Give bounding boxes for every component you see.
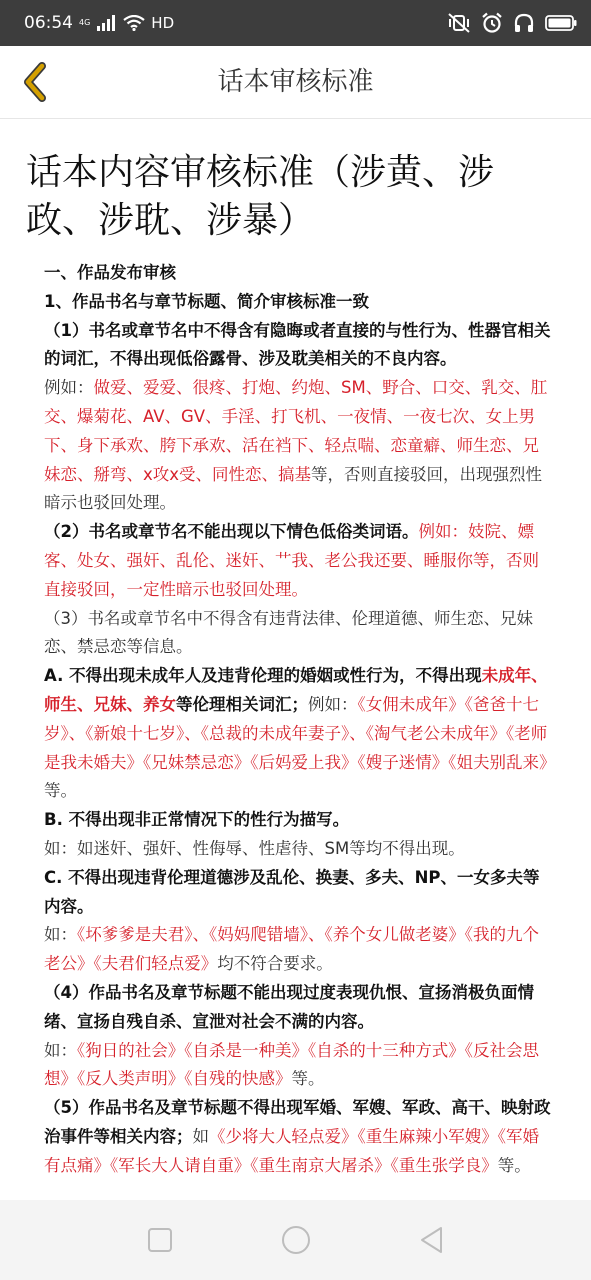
rule-a-text: A. 不得出现未成年人及违背伦理的婚姻或性行为，不得出现 <box>44 666 482 686</box>
rule-a-examples-prefix: 例如： <box>308 694 358 714</box>
triangle-back-icon <box>419 1226 445 1254</box>
status-right <box>447 12 577 34</box>
rule-c-prefix: 如： <box>44 925 77 945</box>
document-body <box>44 259 555 1181</box>
square-icon <box>147 1227 173 1253</box>
alarm-icon <box>481 12 503 34</box>
rule-c-titles: 《坏爹爹是夫君》、《妈妈爬错墙》、《养个女儿做老婆》《我的九个老公》《夫君们轻点爱》 <box>44 925 539 974</box>
rule-2-paragraph <box>44 518 555 604</box>
status-left <box>24 13 174 33</box>
rule-1-examples <box>44 374 555 518</box>
rule-a-suffix: 等。 <box>44 781 77 801</box>
page-title: 话本审核标准 <box>217 67 374 97</box>
rule-4-titles: 《狗日的社会》《自杀是一种美》《自杀的十三种方式》《反社会思想》《反人类声明》《自残的快感》 <box>44 1040 539 1089</box>
vibrate-off-icon <box>447 13 471 33</box>
rule-5-paragraph <box>44 1094 555 1180</box>
status-time: 06:54 <box>24 13 73 33</box>
banned-words-list: 做爱、爱爱、很疼、打炮、约炮、SM、野合、口交、乳交、肛交、爆菊花、AV、GV、手淫、打飞机、一夜情、一夜七次、女上男下、身下承欢、胯下承欢、活在裆下、轻点喘、恋童癖、师生恋、兄妹恋、掰弯、x攻x受、同性恋、搞基 <box>44 378 548 484</box>
wifi-icon <box>123 15 145 31</box>
rule-4-examples <box>44 1037 555 1095</box>
rule-4-prefix: 如： <box>44 1040 77 1060</box>
headset-icon <box>513 12 535 34</box>
document-content[interactable] <box>0 119 591 1200</box>
recents-button[interactable] <box>142 1222 178 1258</box>
rule-a-paragraph <box>44 662 555 806</box>
examples-suffix: 等，否则直接驳回，出现强烈性暗示也驳回处理。 <box>44 464 543 513</box>
document-title: 话本内容审核标准（涉黄、涉政、涉耽、涉暴） <box>26 152 495 241</box>
signal-icon <box>97 15 117 31</box>
battery-icon <box>545 15 577 31</box>
rule-c-examples <box>44 921 555 979</box>
rule-a-keywords: 未成年、师生、兄妹、养女 <box>44 666 548 714</box>
status-bar <box>0 0 591 46</box>
system-nav-bar <box>0 1200 591 1280</box>
section-heading: 一、作品发布审核 <box>44 263 176 282</box>
rule-4-suffix: 等。 <box>291 1069 325 1089</box>
rule-c-heading: C. 不得出现违背伦理道德涉及乱伦、换妻、多夫、NP、一女多夫等内容。 <box>44 867 540 916</box>
app-bar <box>0 46 591 119</box>
circle-icon <box>281 1225 311 1255</box>
rule-2-text: （2）书名或章节名不能出现以下情色低俗类词语。 <box>44 522 419 542</box>
rule-5-prefix: 如 <box>192 1126 209 1146</box>
rule-5-suffix: 等。 <box>497 1155 531 1175</box>
rule-4-paragraph: （4）作品书名及章节标题不能出现过度表现仇恨、宣扬消极负面情绪、宣扬自残自杀、宣泄对社会不满的内容。 <box>44 982 534 1031</box>
back-nav-button[interactable] <box>414 1222 450 1258</box>
subsection-heading: 1、作品书名与章节标题、简介审核标准一致 <box>44 291 369 311</box>
rule-1-paragraph: （1）书名或章节名中不得含有隐晦或者直接的与性行为、性器官相关的词汇，不得出现低俗露骨、涉及耽美相关的不良内容。 <box>44 320 551 369</box>
examples-prefix: 例如： <box>44 378 94 398</box>
network-type-label: 4G <box>79 18 91 27</box>
hd-label: HD <box>151 14 175 32</box>
rule-b-examples: 如：如迷奸、强奸、性侮辱、性虐待、SM等均不得出现。 <box>44 838 465 858</box>
rule-5-text: （5）作品书名及章节标题不得出现军婚、军嫂、军政、高干、映射政治事件等相关内容； <box>44 1098 551 1146</box>
home-button[interactable] <box>278 1222 314 1258</box>
rule-3-paragraph: （3）书名或章节名中不得含有违背法律、伦理道德、师生恋、兄妹恋、禁忌恋等信息。 <box>44 608 533 657</box>
rule-a-examples: 《女佣未成年》《爸爸十七岁》、《新娘十七岁》、《总裁的未成年妻子》、《淘气老公未成年》《老师是我未婚夫》《兄妹禁忌恋》《后妈爱上我》《嫂子迷情》《姐夫别乱来》 <box>44 694 556 772</box>
rule-2-examples: 例如：妓院、嫖客、处女、强奸、乱伦、迷奸、艹我、老公我还要、睡服你等，否则直接驳回，一定性暗示也驳回处理。 <box>44 522 539 599</box>
rule-a-text-end: 等伦理相关词汇； <box>176 694 308 714</box>
rule-c-suffix: 均不符合要求。 <box>217 954 333 974</box>
rule-b-heading: B. 不得出现非正常情况下的性行为描写。 <box>44 810 350 830</box>
rule-5-titles: 《少将大人轻点爱》《重生麻辣小军嫂》《军婚有点痛》《军长大人请自重》《重生南京大屠杀》《重生张学良》 <box>44 1126 539 1175</box>
